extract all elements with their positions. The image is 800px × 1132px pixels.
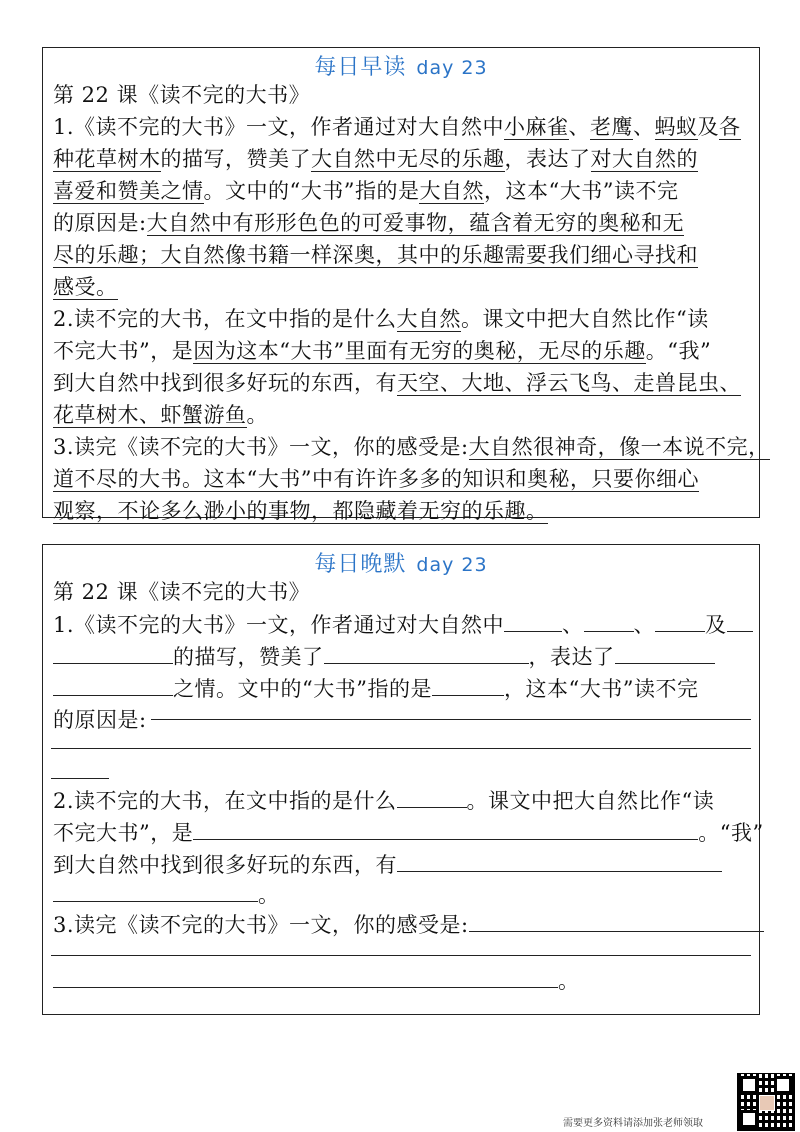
answer-blank[interactable] xyxy=(432,673,504,696)
evening-line-1: 1.《读不完的大书》一文，作者通过对大自然中 、 、 及 xyxy=(53,609,753,640)
morning-day: day 23 xyxy=(416,57,488,79)
answer-blank[interactable] xyxy=(53,641,173,664)
answer-blank[interactable] xyxy=(53,965,558,988)
answer-blank[interactable] xyxy=(727,609,753,632)
morning-line-1: 1.《读不完的大书》一文，作者通过对大自然中小麻雀、老鹰、蚂蚁及各 xyxy=(53,115,741,139)
evening-line-2: 的描写，赞美了 ，表达了 xyxy=(53,641,715,672)
morning-reading-box xyxy=(42,47,770,523)
evening-line-4: 的原因是: xyxy=(53,708,147,732)
footer-note: 需要更多资料请添加张老师领取 xyxy=(563,1118,703,1129)
evening-lesson: 第 22 课《读不完的大书》 xyxy=(53,580,311,604)
evening-title xyxy=(43,547,759,578)
answer-blank[interactable] xyxy=(193,817,698,840)
evening-q3-line-3: 。 xyxy=(53,965,580,996)
answer-blank[interactable] xyxy=(324,641,529,664)
answer-blank[interactable] xyxy=(655,609,705,632)
answer-line[interactable] xyxy=(51,748,751,749)
answer-blank[interactable] xyxy=(504,609,562,632)
morning-line-3: 喜爱和赞美之情。文中的“大书”指的是大自然，这本“大书”读不完 xyxy=(53,179,679,203)
morning-title xyxy=(43,50,759,81)
evening-title-text: 每日晚默 xyxy=(314,552,407,577)
answer-blank[interactable] xyxy=(469,909,764,932)
morning-line-5: 尽的乐趣；大自然像书籍一样深奥，其中的乐趣需要我们细心寻找和 xyxy=(53,243,698,267)
morning-line-4: 的原因是:大自然中有形形色色的可爱事物，蕴含着无穷的奥秘和无 xyxy=(53,211,685,235)
morning-line-11: 3.读完《读不完的大书》一文，你的感受是:大自然很神奇，像一本说不完， xyxy=(53,435,770,459)
answer-blank[interactable] xyxy=(615,641,715,664)
evening-line-3: 之情。文中的“大书”指的是 ，这本“大书”读不完 xyxy=(53,673,698,704)
qr-code-icon xyxy=(737,1073,795,1131)
answer-line[interactable] xyxy=(51,778,109,779)
evening-q2-line-1: 2.读不完的大书，在文中指的是什么 。课文中把大自然比作“读 xyxy=(53,785,714,816)
morning-title-text: 每日早读 xyxy=(314,55,407,80)
answer-blank[interactable] xyxy=(397,849,722,872)
morning-line-13: 观察，不论多么渺小的事物，都隐藏着无穷的乐趣。 xyxy=(53,499,548,523)
morning-line-9: 到大自然中找到很多好玩的东西，有天空、大地、浮云飞鸟、走兽昆虫、 xyxy=(53,371,741,395)
morning-line-7: 2.读不完的大书，在文中指的是什么大自然。课文中把大自然比作“读 xyxy=(53,307,709,331)
morning-line-6: 感受。 xyxy=(53,275,118,299)
morning-line-8: 不完大书”，是因为这本“大书”里面有无穷的奥秘，无尽的乐趣。“我” xyxy=(53,339,712,363)
evening-q2-line-3: 到大自然中找到很多好玩的东西，有 xyxy=(53,849,722,880)
evening-q3-line-1: 3.读完《读不完的大书》一文，你的感受是: xyxy=(53,909,764,940)
answer-blank[interactable] xyxy=(584,609,634,632)
morning-line-10: 花草树木、虾蟹游鱼。 xyxy=(53,403,268,427)
answer-line[interactable] xyxy=(151,719,751,720)
evening-q2-line-2: 不完大书”，是 。“我” xyxy=(53,817,764,848)
morning-line-12: 道不尽的大书。这本“大书”中有许许多多的知识和奥秘，只要你细心 xyxy=(53,467,699,491)
evening-dictation-box xyxy=(42,544,764,1015)
answer-blank[interactable] xyxy=(53,879,258,902)
evening-day: day 23 xyxy=(416,554,488,576)
morning-line-2: 种花草树木的描写，赞美了大自然中无尽的乐趣，表达了对大自然的 xyxy=(53,147,698,171)
answer-line[interactable] xyxy=(51,955,751,956)
morning-lesson: 第 22 课《读不完的大书》 xyxy=(53,83,311,107)
avatar xyxy=(759,1095,775,1111)
answer-blank[interactable] xyxy=(53,673,173,696)
evening-q2-line-4: 。 xyxy=(53,879,280,910)
answer-blank[interactable] xyxy=(397,785,467,808)
